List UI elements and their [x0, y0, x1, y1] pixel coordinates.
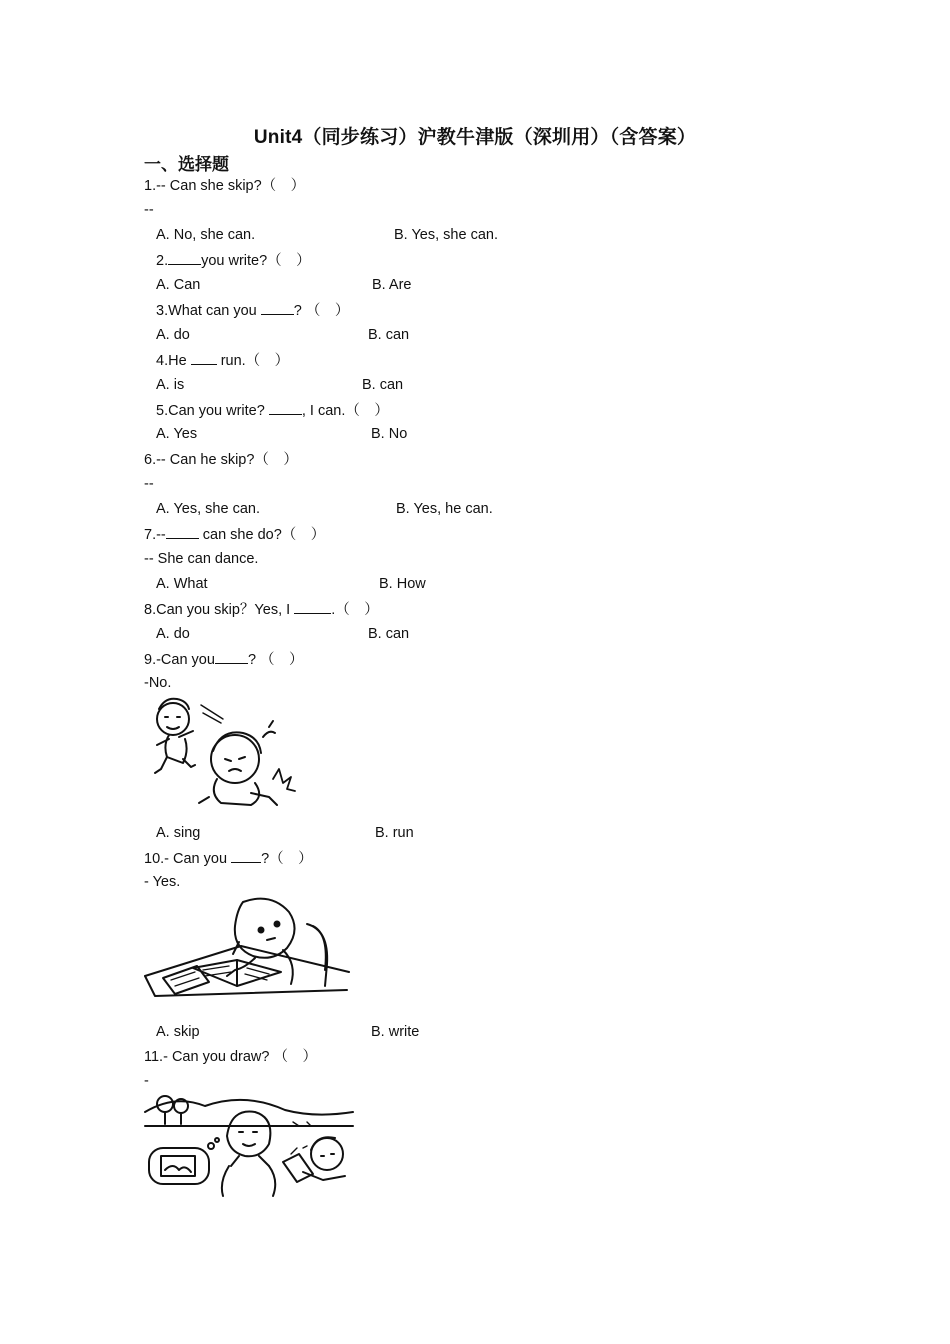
section-heading: 一、选择题 — [144, 155, 229, 174]
question-2-option-a: A. Can — [156, 277, 201, 293]
question-8-option-a: A. do — [156, 626, 190, 642]
question-10-option-b: B. write — [371, 1024, 420, 1040]
question-4-prefix: 4.He — [156, 353, 191, 369]
question-10 — [144, 848, 313, 869]
answer-blank — [191, 350, 217, 365]
answer-blank — [166, 524, 199, 539]
question-5-option-b: B. No — [371, 426, 408, 442]
answer-blank — [215, 649, 248, 664]
question-2 — [156, 250, 311, 271]
question-1-option-b: B. Yes, she can. — [394, 227, 498, 243]
running-children-illustration — [143, 697, 298, 812]
question-3-suffix: ? （ ） — [293, 303, 350, 319]
question-7-reply: -- She can dance. — [144, 551, 259, 567]
question-11-reply: - — [144, 1073, 149, 1089]
question-5-prefix: 5.Can you write? — [156, 403, 269, 419]
answer-blank — [269, 400, 302, 415]
question-9-reply: -No. — [144, 675, 172, 691]
question-9-option-a: A. sing — [156, 825, 201, 841]
question-9-prefix: 9.-Can you — [144, 652, 215, 668]
question-2-option-b: B. Are — [372, 277, 412, 293]
question-3-prefix: 3.What can you — [156, 303, 261, 319]
question-10-option-a: A. skip — [156, 1024, 200, 1040]
question-6-option-a: A. Yes, she can. — [156, 501, 260, 517]
question-4 — [156, 350, 289, 371]
question-10-reply: - Yes. — [144, 874, 181, 890]
question-6: 6.-- Can he skip?（ ） — [144, 452, 298, 468]
question-7-option-b: B. How — [379, 576, 426, 592]
question-1: 1.-- Can she skip?（ ） — [144, 178, 306, 194]
child-writing-illustration — [143, 894, 353, 1008]
question-8-option-b: B. can — [368, 626, 410, 642]
answer-blank — [294, 599, 331, 614]
question-10-suffix: ?（ ） — [261, 851, 313, 867]
question-3-option-b: B. can — [368, 327, 410, 343]
question-1-reply: -- — [144, 202, 154, 218]
question-4-option-a: A. is — [156, 377, 185, 393]
question-2-prefix: 2. — [156, 253, 169, 269]
answer-blank — [231, 848, 261, 863]
question-9 — [144, 649, 304, 670]
question-6-option-b: B. Yes, he can. — [396, 501, 493, 517]
question-8 — [144, 599, 379, 620]
question-7-prefix: 7.-- — [144, 527, 166, 543]
question-10-prefix: 10.- Can you — [144, 851, 232, 867]
question-3 — [156, 300, 349, 321]
question-11: 11.- Can you draw? （ ） — [144, 1049, 317, 1065]
question-5 — [156, 400, 389, 421]
question-4-suffix: run.（ ） — [216, 353, 290, 369]
question-5-option-a: A. Yes — [156, 426, 198, 442]
question-7-option-a: A. What — [156, 576, 208, 592]
question-9-option-b: B. run — [375, 825, 414, 841]
document-title: Unit4（同步练习）沪教牛津版（深圳用）（含答案） — [253, 127, 697, 148]
question-4-option-b: B. can — [362, 377, 404, 393]
drawing-scene-illustration — [143, 1092, 355, 1202]
question-7 — [144, 524, 325, 545]
question-7-suffix: can she do?（ ） — [198, 527, 326, 543]
question-2-suffix: you write?（ ） — [201, 253, 311, 269]
question-6-reply: -- — [144, 476, 154, 492]
answer-blank — [168, 250, 201, 265]
question-9-suffix: ? （ ） — [247, 652, 304, 668]
question-1-option-a: A. No, she can. — [156, 227, 256, 243]
question-8-prefix: 8.Can you skip？Yes, I — [144, 602, 295, 618]
question-3-option-a: A. do — [156, 327, 190, 343]
question-5-suffix: , I can.（ ） — [301, 403, 389, 419]
answer-blank — [261, 300, 294, 315]
question-8-suffix: .（ ） — [331, 602, 379, 618]
